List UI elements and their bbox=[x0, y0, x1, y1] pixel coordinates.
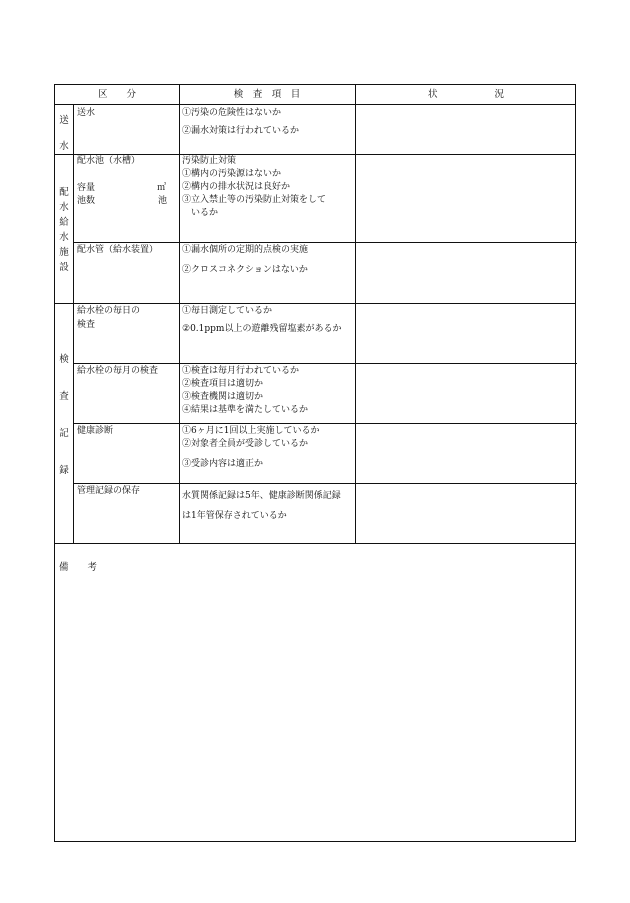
item-text: ①汚染の危険性はないか bbox=[182, 108, 282, 118]
item-text: ①検査は毎月行われているか bbox=[182, 366, 300, 376]
row-name-daily-cont: 検査 bbox=[77, 320, 96, 330]
row-name-health: 健康診断 bbox=[77, 426, 114, 436]
item-text: ②対象者全員が受診しているか bbox=[182, 439, 309, 449]
row-divider bbox=[73, 363, 577, 364]
item-text: ④結果は基準を満たしているか bbox=[182, 405, 309, 415]
row-divider bbox=[55, 303, 575, 304]
header-inspection-items: 検 査 項 目 bbox=[233, 89, 301, 100]
row-name-daily: 給水栓の毎日の bbox=[77, 306, 141, 316]
item-text: ②構内の排水状況は良好か bbox=[182, 182, 291, 192]
group-label-haisui: 配 水 給 水 施 設 bbox=[59, 187, 69, 273]
item-text: ③検査機関は適切か bbox=[182, 392, 264, 402]
header-status: 状 況 bbox=[427, 89, 504, 100]
row-divider bbox=[73, 423, 577, 424]
capacity-unit: ㎥ bbox=[157, 183, 167, 193]
inspection-form-frame bbox=[54, 84, 576, 842]
item-text: 水質関係記録は5年、健康診断関係記録 bbox=[182, 491, 341, 501]
item-text: ②0.1ppm以上の遊離残留塩素があるか bbox=[182, 324, 342, 334]
count-unit: 池 bbox=[158, 196, 168, 206]
item-text: ①漏水個所の定期的点検の実施 bbox=[182, 245, 309, 255]
row-name-sousui: 送水 bbox=[77, 108, 96, 118]
row-divider bbox=[73, 483, 577, 484]
item-text: ①構内の汚染源はないか bbox=[182, 169, 282, 179]
item-text: ①毎日測定しているか bbox=[182, 306, 273, 316]
header-category: 区 分 bbox=[97, 89, 136, 100]
count-label: 池数 bbox=[77, 196, 96, 206]
item-text: 汚染防止対策 bbox=[182, 156, 237, 166]
group-label-kensa: 検 査 記 録 bbox=[59, 354, 69, 476]
row-name-haisuichi: 配水池（水槽） bbox=[77, 156, 141, 166]
group-label-sousui: 送 水 bbox=[59, 115, 69, 152]
row-divider bbox=[73, 242, 577, 243]
item-text: ②漏水対策は行われているか bbox=[182, 126, 300, 136]
item-text: ③立入禁止等の汚染防止対策をして bbox=[182, 195, 327, 205]
item-text: ②クロスコネクションはないか bbox=[182, 265, 308, 275]
category-column-divider bbox=[179, 85, 180, 543]
item-text: ③受診内容は適正か bbox=[182, 459, 264, 469]
item-text: いるか bbox=[182, 208, 219, 218]
group-column-divider bbox=[73, 104, 74, 543]
item-text: は1年管保存されているか bbox=[182, 511, 287, 521]
header-divider bbox=[55, 104, 575, 105]
items-column-divider bbox=[355, 85, 356, 543]
capacity-label: 容量 bbox=[77, 183, 96, 193]
item-text: ①6ヶ月に1回以上実施しているか bbox=[182, 426, 320, 436]
table-bottom-divider bbox=[55, 543, 575, 544]
row-name-records: 管理記録の保存 bbox=[77, 486, 141, 496]
row-name-haisuikan: 配水管（給水装置） bbox=[77, 245, 159, 255]
row-name-monthly: 給水栓の毎月の検査 bbox=[77, 366, 159, 376]
item-text: ②検査項目は適切か bbox=[182, 379, 264, 389]
remarks-label: 備 考 bbox=[59, 562, 98, 573]
